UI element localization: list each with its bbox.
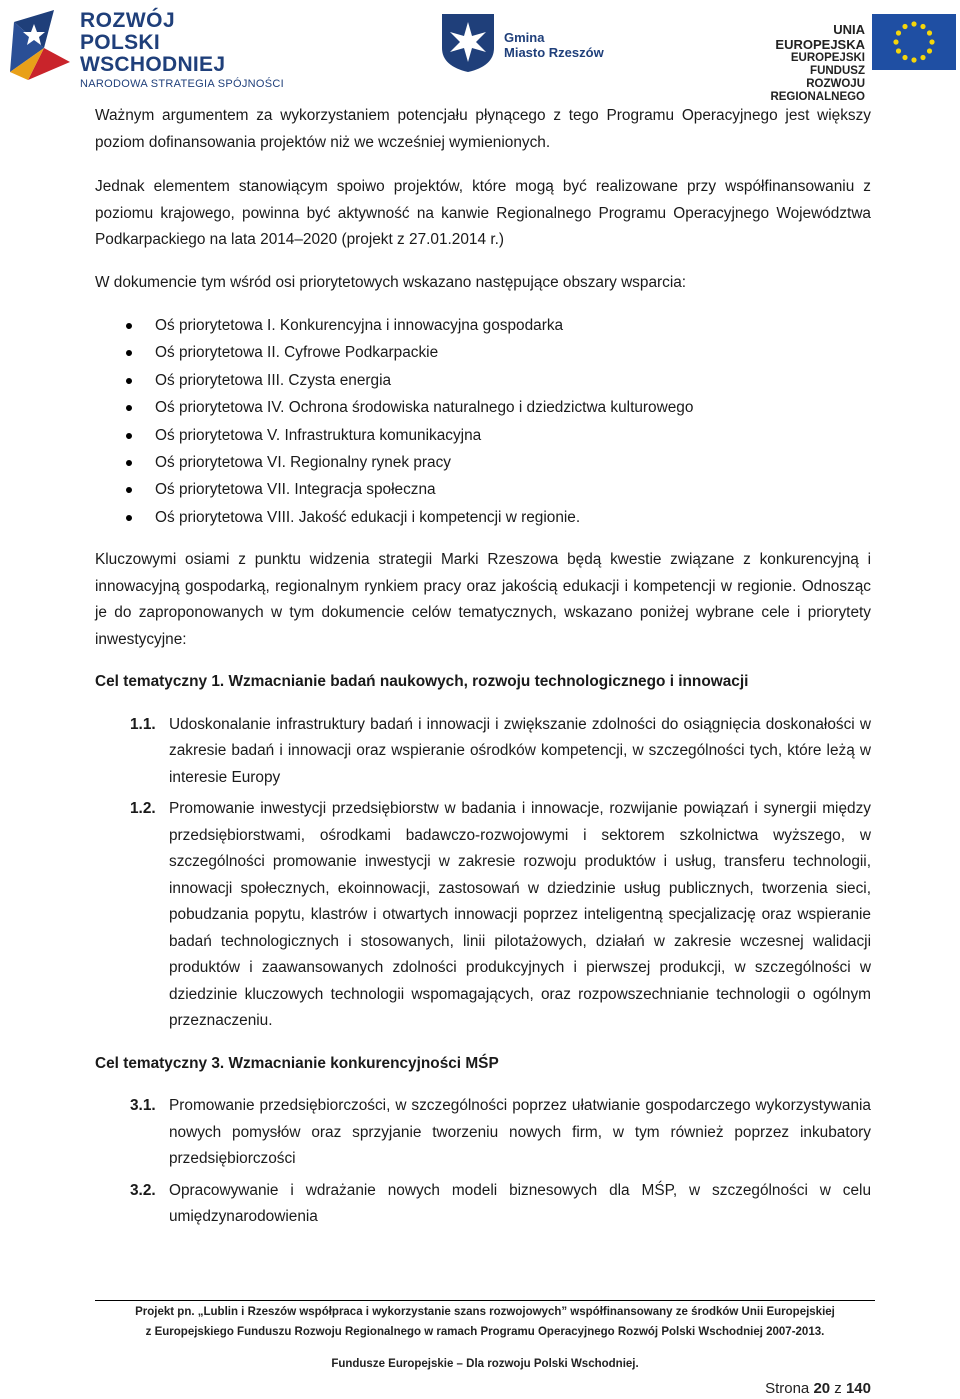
bullet-icon — [126, 405, 132, 411]
section-heading-2: Cel tematyczny 3. Wzmacnianie konkurencyjności MŚP — [95, 1054, 499, 1072]
star-emblem-icon — [4, 2, 74, 86]
objectives-list-2 — [95, 1093, 871, 1231]
bullet-icon — [126, 515, 132, 521]
paragraph-3: W dokumencie tym wśród osi priorytetowych wskazano następujące obszary wsparcia: — [95, 273, 687, 291]
list-item: Oś priorytetowa VIII. Jakość edukacji i kompetencji w regionie. — [95, 504, 871, 531]
gmina-line-1: Gmina — [504, 30, 545, 45]
list-item: 3.2. Opracowywanie i wdrażanie nowych modeli biznesowych dla MŚP, w szczególności w celu umiędzynarodowienia — [95, 1178, 871, 1231]
eu-flag-icon — [872, 14, 956, 70]
document-body — [95, 103, 871, 1231]
list-item: 3.1. Promowanie przedsiębiorczości, w szczególności poprzez ułatwianie gospodarczego wykorzystywania nowych pomysłów oraz sprzyjanie tworzeniu nowych firm, w tym również poprzez inkubatory przedsiębiorczości — [95, 1093, 871, 1173]
rozwoj-polski-wschodniej-logo — [4, 2, 304, 90]
paragraph-1: Ważnym argumentem za wykorzystaniem potencjału płynącego z tego Programu Operacyjnego jest większy poziom dofinansowania projektów niż we wcześniej wymienionych. — [95, 107, 871, 151]
page-number: Strona 20 z 140 — [765, 1380, 871, 1397]
footer-project-info: Projekt pn. „Lublin i Rzeszów współpraca i wykorzystanie szans rozwojowych” współfinansowany ze środków Unii Europejskiej z Europejskiego Funduszu Rozwoju Regionalnego w ramach Programu Operacyjnego Rozwój Polski Wschodniej 2007-2013. — [135, 1306, 835, 1338]
paragraph-2: Jednak elementem stanowiącym spoiwo projektów, które mogą być realizowane przy współfinansowaniu z poziomu krajowego, powinna być aktywność na kanwie Regionalnego Programu Operacyjnego Województwa Podkarpackiego na lata 2014–2020 (projekt z 27.01.2014 r.) — [95, 178, 871, 248]
list-item: Oś priorytetowa IV. Ochrona środowiska naturalnego i dziedzictwa kulturowego — [95, 394, 871, 421]
list-item: 1.2. Promowanie inwestycji przedsiębiorstw w badania i innowacje, rozwijanie powiązań i synergii między przedsiębiorstwami, ośrodkami badawczo-rozwojowymi i sektorem szkolnictwa wyższego, w szczególności promowanie inwestycji w zakresie rozwoju produktów i usług, transferu technologii, innowacji społecznych, ekoinnowacji, zastosowań w dziedzinie usług publicznych, tworzenia sieci, pobudzania popytu, klastrów i otwartych innowacji poprzez inteligentną specjalizację oraz wspieranie badań technologicznych i stosowanych, linii pilotażowych, działań w zakresie wczesnej walidacji produktów i zaawansowanych zdolności produkcyjnych i pierwszej produkcji, w szczególności w dziedzinie kluczowych technologii wspomagających, oraz rozpowszechnianie technologii o ogólnym przeznaczeniu. — [95, 796, 871, 1035]
logo-line-1: ROZWÓJ — [80, 9, 176, 32]
list-item: Oś priorytetowa I. Konkurencyjna i innowacyjna gospodarka — [95, 312, 871, 339]
item-number: 1.2. — [130, 800, 156, 818]
bullet-icon — [126, 433, 132, 439]
paragraph-4: Kluczowymi osiami z punktu widzenia strategii Marki Rzeszowa będą kwestie związane z konkurencyjną i innowacyjną gospodarką, regionalnym rynkiem pracy oraz jakością edukacji i kompetencji w regionie. Odnosząc je do zaproponowanych w tym dokumencie celów tematycznych, wskazano poniżej wybrane cele i priorytety inwestycyjne: — [95, 551, 871, 648]
list-item: Oś priorytetowa VI. Regionalny rynek pracy — [95, 449, 871, 476]
list-item: Oś priorytetowa VII. Integracja społeczna — [95, 476, 871, 503]
footer-slogan: Fundusze Europejskie – Dla rozwoju Polski Wschodniej. — [331, 1358, 639, 1370]
bullet-icon — [126, 323, 132, 329]
priority-axes-list — [95, 312, 871, 531]
item-number: 3.1. — [130, 1097, 156, 1115]
ue-line-3: ROZWOJU REGIONALNEGO — [770, 78, 865, 103]
gmina-line-2: Miasto Rzeszów — [504, 45, 604, 60]
footer-divider — [95, 1300, 875, 1301]
bullet-icon — [126, 487, 132, 493]
ue-line-1: UNIA EUROPEJSKA — [775, 22, 865, 52]
ue-line-2: EUROPEJSKI FUNDUSZ — [790, 52, 865, 77]
page-header — [0, 0, 960, 103]
gmina-rzeszow-logo — [440, 12, 620, 76]
ue-logo — [750, 14, 960, 103]
objectives-list-1 — [95, 712, 871, 1035]
shield-cross-icon — [440, 12, 496, 74]
item-number: 1.1. — [130, 715, 156, 733]
list-item: Oś priorytetowa III. Czysta energia — [95, 367, 871, 394]
bullet-icon — [126, 350, 132, 356]
bullet-icon — [126, 460, 132, 466]
logo-line-3: NARODOWA STRATEGIA SPÓJNOŚCI — [80, 78, 284, 90]
list-item: Oś priorytetowa V. Infrastruktura komunikacyjna — [95, 422, 871, 449]
item-number: 3.2. — [130, 1181, 156, 1199]
logo-line-2: POLSKI WSCHODNIEJ — [80, 31, 226, 76]
list-item: 1.1. Udoskonalanie infrastruktury badań i innowacji i zwiększanie zdolności do osiągnięcia doskonałości w zakresie badań i innowacji oraz wspieranie ośrodków kompetencji, w szczególności tych, które leżą w interesie Europy — [95, 712, 871, 792]
section-heading-1: Cel tematyczny 1. Wzmacnianie badań naukowych, rozwoju technologicznego i innowacji — [95, 673, 749, 691]
list-item: Oś priorytetowa II. Cyfrowe Podkarpackie — [95, 339, 871, 366]
bullet-icon — [126, 378, 132, 384]
